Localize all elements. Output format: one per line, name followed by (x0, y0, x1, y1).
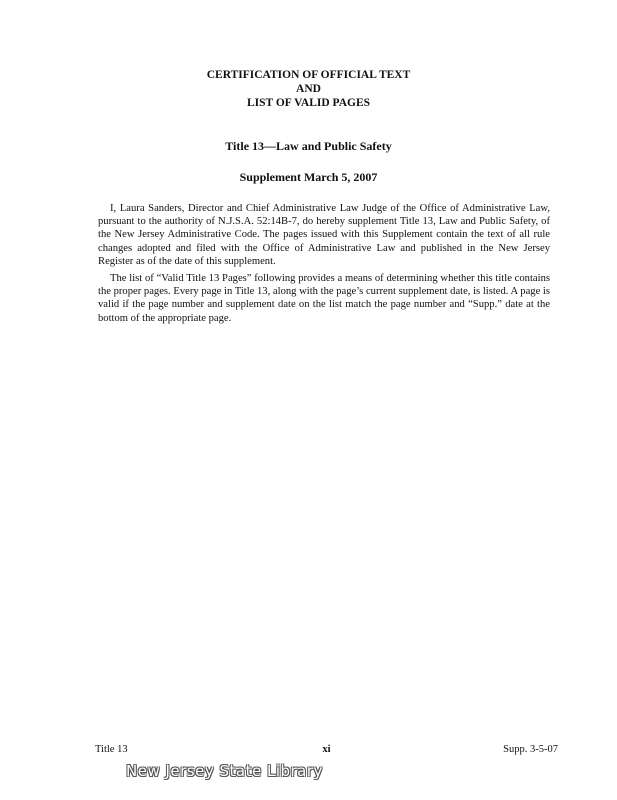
body-paragraph-1 (98, 202, 550, 268)
footer-title: Title 13 (95, 744, 128, 755)
certification-line-2: AND (296, 83, 321, 95)
paragraph-text: I, Laura Sanders, Director and Chief Administrative Law Judge of the Office of Administrative Law, pursuant to the authority of N.J.S.A. 52:14B-7, do hereby supplement Title 13, Law and Public Safety, of the New Jersey Administrative Code. The pages issued with this Supplement contain the text of all rule changes adopted and filed with the Office of Administrative Law and published in the New Jersey Register as of the date of this supplement. (98, 203, 550, 267)
body-paragraph-2 (98, 272, 550, 325)
certification-line-1: CERTIFICATION OF OFFICIAL TEXT (206, 69, 411, 81)
certification-line-3: LIST OF VALID PAGES (246, 97, 371, 109)
certification-heading (0, 68, 617, 110)
supplement-date: Supp. 3-5-07 (503, 744, 558, 755)
page-number: xi (322, 744, 331, 755)
page-footer (95, 744, 558, 758)
library-watermark: New Jersey State Library (126, 762, 323, 780)
paragraph-text: The list of “Valid Title 13 Pages” following provides a means of determining whether this title contains the proper pages. Every page in Title 13, along with the page’s current supplement date, is listed. A page is valid if the page number and supplement date on the list match the page number and “Supp.” date at the bottom of the appropriate page. (98, 273, 550, 324)
title-heading: Title 13—Law and Public Safety (225, 139, 392, 153)
supplement-heading: Supplement March 5, 2007 (239, 170, 378, 184)
